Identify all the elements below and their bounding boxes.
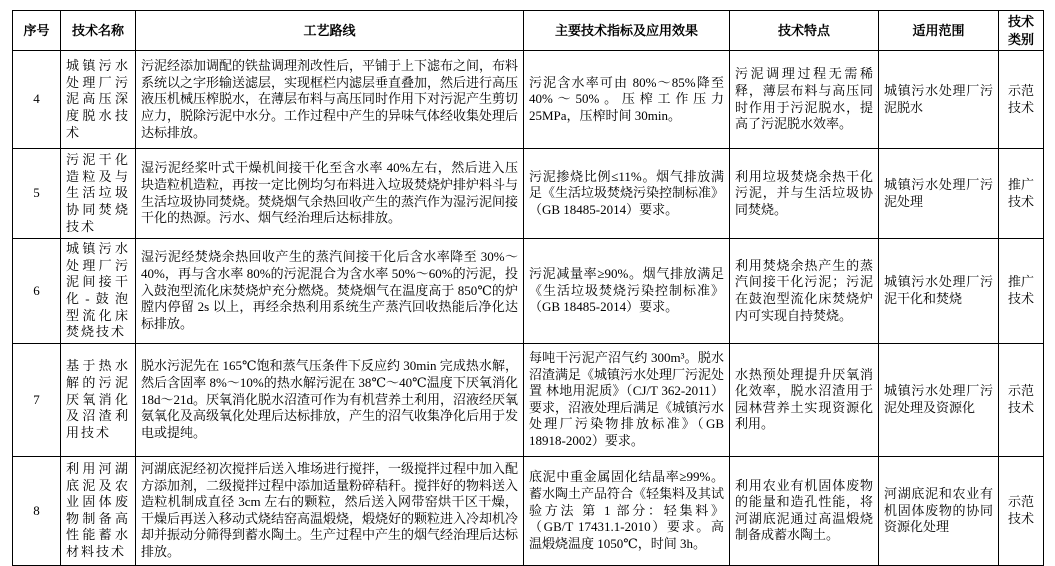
cell-indicators: 污泥减量率≥90%。烟气排放满足《生活垃圾焚烧污染控制标准》（GB 18485-2014）要求。 bbox=[524, 239, 730, 344]
cell-process-route: 污泥经添加调配的铁盐调理剂改性后，平铺于上下滤布之间，布料系统以之字形输送滤层，实现框栏内滤层垂直叠加，然后进行高压液压机械压榨脱水，在薄层布料与高压同时作用下对污泥产生剪切应力，脱除污泥中水分。工作过程中产生的异味气体经收集处理后达标排放。 bbox=[136, 51, 524, 149]
cell-tech-name: 污泥干化造粒及与生活垃圾协同焚烧技术 bbox=[61, 149, 136, 239]
header-features: 技术特点 bbox=[730, 11, 879, 51]
cell-no: 4 bbox=[13, 51, 61, 149]
cell-indicators: 污泥掺烧比例≤11%。烟气排放满足《生活垃圾焚烧污染控制标准》（GB 18485-2014）要求。 bbox=[524, 149, 730, 239]
table-row bbox=[13, 239, 1044, 344]
cell-indicators: 底泥中重金属固化结晶率≥99%。蓄水陶土产品符合《轻集料及其试验方法 第 1 部分：轻集料》（GB/T 17431.1-2010）要求。高温煅烧温度 1050℃，时间 3h。 bbox=[524, 456, 730, 565]
table-header-row bbox=[13, 11, 1044, 51]
header-no: 序号 bbox=[13, 11, 61, 51]
cell-process-route: 脱水污泥先在 165℃饱和蒸气压条件下反应约 30min 完成热水解，然后含固率 8%～10%的热水解污泥在 38℃～40℃温度下厌氧消化 18d～21d。厌氧消化脱水沼渣可作为有机营养土利用，沼液经厌氧氨氧化及高级氧化处理后达标排放，产生的沼气收集净化后用于发电或提纯。 bbox=[136, 343, 524, 456]
table-row bbox=[13, 343, 1044, 456]
cell-tech-name: 基于热水解的污泥厌氧消化及沼渣利用技术 bbox=[61, 343, 136, 456]
cell-category: 推广技术 bbox=[999, 149, 1044, 239]
cell-tech-name: 城镇污水处理厂污泥间接干化-鼓泡型流化床焚烧技术 bbox=[61, 239, 136, 344]
header-name: 技术名称 bbox=[61, 11, 136, 51]
cell-process-route: 湿污泥经桨叶式干燥机间接干化至含水率 40%左右，然后进入压块造粒机造粒，再按一定比例均匀布料进入垃圾焚烧炉排炉料斗与生活垃圾协同焚烧。焚烧烟气余热回收产生的蒸汽作为湿污泥间接干化的热源。污水、烟气经治理后达标排放。 bbox=[136, 149, 524, 239]
cell-scope: 城镇污水处理厂污泥处理及资源化 bbox=[879, 343, 999, 456]
cell-features: 污泥调理过程无需稀释，薄层布料与高压同时作用于污泥脱水，提高了污泥脱水效率。 bbox=[730, 51, 879, 149]
cell-no: 6 bbox=[13, 239, 61, 344]
cell-indicators: 污泥含水率可由 80%～85%降至 40%～50%。压榨工作压力 25MPa，压榨时间 30min。 bbox=[524, 51, 730, 149]
cell-features: 利用焚烧余热产生的蒸汽间接干化污泥；污泥在鼓泡型流化床焚烧炉内可实现自持焚烧。 bbox=[730, 239, 879, 344]
header-category: 技术类别 bbox=[999, 11, 1044, 51]
cell-tech-name: 城镇污水处理厂污泥高压深度脱水技术 bbox=[61, 51, 136, 149]
cell-no: 7 bbox=[13, 343, 61, 456]
cell-process-route: 河湖底泥经初次搅拌后送入堆场进行搅拌，一级搅拌过程中加入配方添加剂，二级搅拌过程中添加适量粉碎秸秆。搅拌好的物料送入造粒机制成直径 3cm 左右的颗粒，然后送入网带窑烘干区干燥，干燥后再送入移动式烧结窑高温煅烧，煅烧好的颗粒进入冷却机冷却并振动分筛得到蓄水陶土。生产过程中产生的烟气经治理后达标排放。 bbox=[136, 456, 524, 565]
header-scope: 适用范围 bbox=[879, 11, 999, 51]
cell-scope: 河湖底泥和农业有机固体废物的协同资源化处理 bbox=[879, 456, 999, 565]
technology-table bbox=[12, 10, 1044, 566]
cell-category: 示范技术 bbox=[999, 456, 1044, 565]
table-row bbox=[13, 456, 1044, 565]
table-row bbox=[13, 149, 1044, 239]
cell-category: 示范技术 bbox=[999, 51, 1044, 149]
cell-features: 水热预处理提升厌氧消化效率，脱水沼渣用于园林营养土实现资源化利用。 bbox=[730, 343, 879, 456]
cell-indicators: 每吨干污泥产沼气约 300m³。脱水沼渣满足《城镇污水处理厂污泥处置 林地用泥质》（CJ/T 362-2011）要求，沼液处理后满足《城镇污水处理厂污染物排放标准》（GB 18918-2002）要求。 bbox=[524, 343, 730, 456]
cell-features: 利用农业有机固体废物的能量和造孔性能，将河湖底泥通过高温煅烧制备成蓄水陶土。 bbox=[730, 456, 879, 565]
cell-no: 8 bbox=[13, 456, 61, 565]
cell-features: 利用垃圾焚烧余热干化污泥，并与生活垃圾协同焚烧。 bbox=[730, 149, 879, 239]
cell-tech-name: 利用河湖底泥及农业固体废物制备高性能蓄水材料技术 bbox=[61, 456, 136, 565]
cell-category: 示范技术 bbox=[999, 343, 1044, 456]
cell-scope: 城镇污水处理厂污泥干化和焚烧 bbox=[879, 239, 999, 344]
cell-no: 5 bbox=[13, 149, 61, 239]
cell-category: 推广技术 bbox=[999, 239, 1044, 344]
cell-scope: 城镇污水处理厂污泥脱水 bbox=[879, 51, 999, 149]
table-row bbox=[13, 51, 1044, 149]
cell-process-route: 湿污泥经焚烧余热回收产生的蒸汽间接干化后含水率降至 30%～40%，再与含水率 80%的污泥混合为含水率 50%～60%的污泥，投入鼓泡型流化床焚烧炉充分燃烧。焚烧烟气在温度高于 850℃的炉膛内停留 2s 以上，再经余热利用系统生产蒸汽回收热能后净化达标排放。 bbox=[136, 239, 524, 344]
cell-scope: 城镇污水处理厂污泥处理 bbox=[879, 149, 999, 239]
header-process: 工艺路线 bbox=[136, 11, 524, 51]
header-indicators: 主要技术指标及应用效果 bbox=[524, 11, 730, 51]
